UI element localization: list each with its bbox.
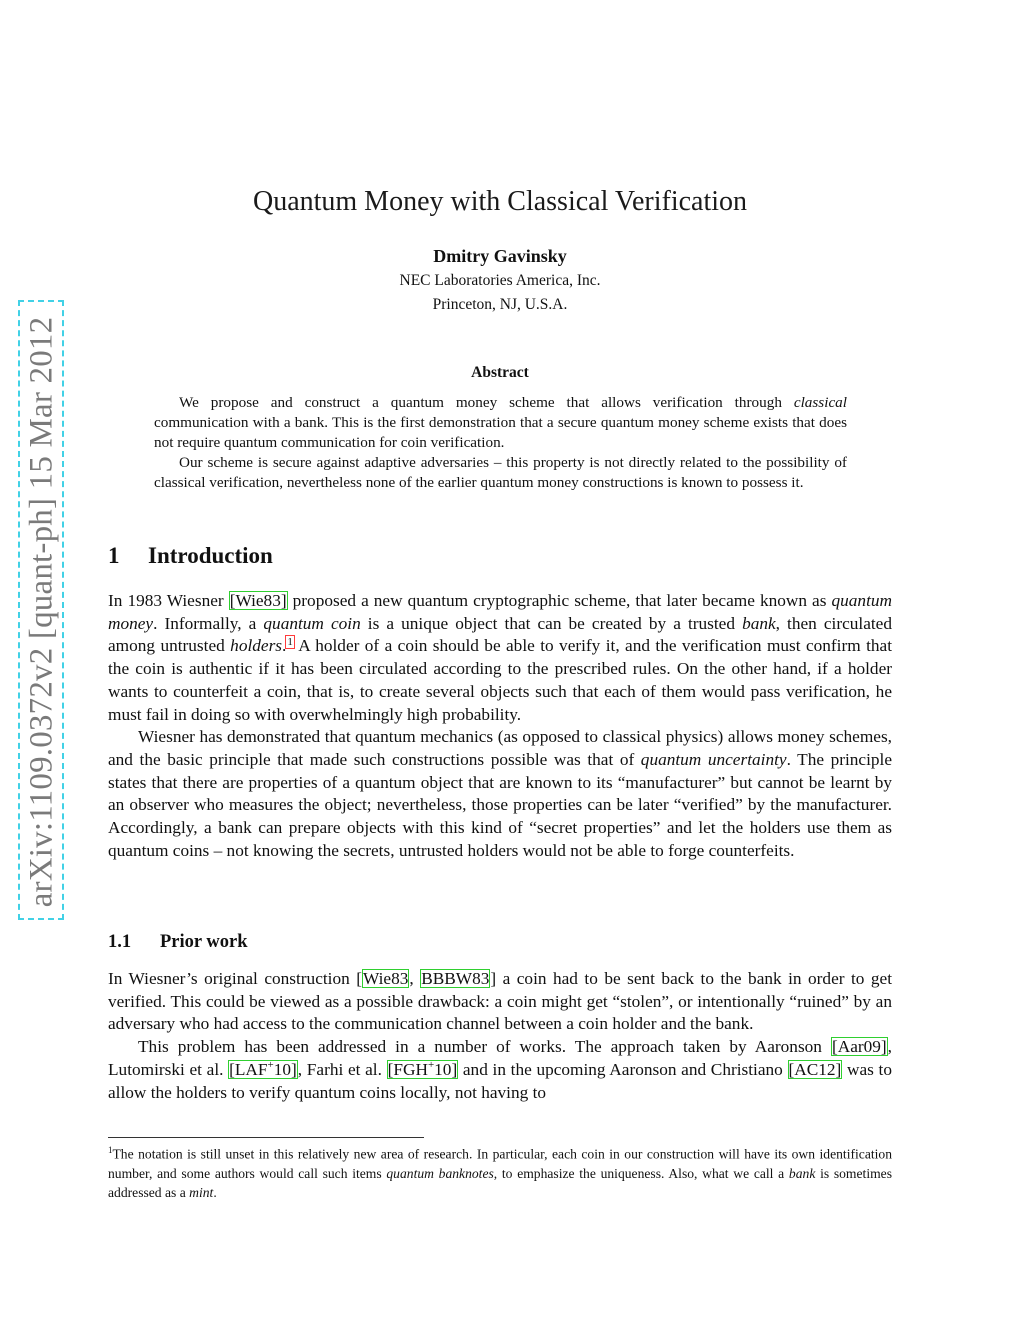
citation-link-ac12[interactable]: [AC12] [788, 1059, 842, 1079]
emphasis: quantum banknotes [386, 1165, 494, 1181]
text: . Informally, a [153, 613, 264, 633]
text: In 1983 Wiesner [108, 591, 229, 610]
citation-link-laf10[interactable] [228, 1060, 298, 1079]
citation-text: [FGH [387, 1059, 428, 1079]
footnote-rule [108, 1137, 424, 1138]
text: , Farhi et al. [297, 1059, 387, 1079]
emphasis: mint [189, 1184, 214, 1200]
abstract-paragraph [154, 393, 847, 453]
emphasis: bank [788, 1165, 816, 1181]
emphasis: classical [793, 394, 847, 411]
citation-link-wie83[interactable]: [Wie83] [229, 591, 287, 610]
emphasis: quantum money [108, 591, 892, 633]
footnote-mark: 1 [108, 1145, 113, 1155]
citation-text: 10] [273, 1059, 297, 1079]
section-number: 1 [108, 543, 120, 568]
affiliation-line-2: Princeton, NJ, U.S.A. [432, 296, 568, 313]
citation-link-wie83[interactable]: Wie83 [363, 969, 409, 988]
emphasis: quantum uncertainty [640, 749, 787, 769]
citation-text: 10] [434, 1059, 458, 1079]
arxiv-stamp-text[interactable]: arXiv:1109.0372v2 [quant-ph] 15 Mar 2012 [23, 316, 60, 908]
subsection-heading-prior-work [108, 932, 248, 953]
abstract-paragraph [154, 453, 847, 493]
footnote-1 [108, 1141, 892, 1202]
footnote-link-1[interactable]: 1 [287, 635, 293, 648]
text: This problem has been addressed in a number of works. The approach taken by Aaronson [138, 1037, 831, 1057]
text: . [213, 1184, 217, 1200]
abstract-heading: Abstract [471, 364, 529, 381]
text: , to emphasize the uniqueness. Also, what we call a [493, 1165, 789, 1181]
emphasis: quantum coin [263, 613, 361, 633]
affiliation-line-1: NEC Laboratories America, Inc. [399, 272, 601, 289]
text: proposed a new quantum cryptographic scheme, that later became known as [287, 591, 832, 610]
emphasis: holders [230, 636, 283, 656]
text: communication with a bank. This is the first demonstration that a secure quantum money scheme exists that does not require quantum communication for coin verification. [154, 414, 847, 451]
citation-link-aar09[interactable]: [Aar09] [831, 1037, 887, 1057]
text: a coin had to be sent back to the bank in order to get verified. This could be viewed as a possible drawback: a coin might get “stolen”, or intentionally “ruined” by an adversary who had access to the communication channel between a coin holder and the bank. [108, 969, 893, 1034]
bracket: ] [490, 969, 497, 988]
abstract-body [154, 393, 847, 493]
bracket: [ [356, 969, 362, 988]
separator: , [409, 969, 421, 988]
text: We propose and construct a quantum money scheme that allows verification through [179, 394, 794, 411]
text: In Wiesner’s original construction [108, 969, 357, 988]
citation-link-fgh10[interactable] [387, 1060, 459, 1079]
introduction-body [108, 590, 892, 862]
citation-superscript: + [267, 1059, 274, 1072]
body-paragraph [108, 1036, 892, 1104]
subsection-title: Prior work [160, 932, 248, 952]
text: is sometimes addressed as a [108, 1165, 892, 1200]
text: A holder of a coin should be able to verify it, and the verification must confirm that the coin is authentic if it has been circulated according to the prescribed rules. On the other hand, if a holder wants to counterfeit a coin, that is, to create several objects such that each of them would pass verification, he must fail in doing so with overwhelmingly high probability. [108, 636, 893, 724]
citation-link-bbbw83[interactable]: BBBW83 [421, 969, 490, 988]
subsection-number: 1.1 [108, 932, 132, 952]
prior-work-body [108, 968, 892, 1104]
text: , then circulated among untrusted [108, 613, 892, 656]
paper-title: Quantum Money with Classical Verification [252, 186, 748, 217]
section-title: Introduction [148, 543, 273, 568]
text: is a unique object that can be created by a trusted [360, 613, 743, 633]
body-paragraph: In 1983 Wiesner [Wie83] proposed a new quantum cryptographic scheme, that later became known as quantum money. Informally, a quantum coin is a unique object that can be created by a trusted bank, then circulated among untrusted holders.$^1$ A holder of a coin should be able to verify it, and the verification must confirm that the coin is authentic if it has been circulated according to the prescribed rules. On the other hand, if a holder wants to counterfeit a coin, that is, to create several objects such that each of them would pass verification, he must fail in doing so with overwhelmingly high probability. [108, 591, 893, 724]
text: Our scheme is secure against adaptive adversaries – this property is not directly related to the possibility of classical verification, nevertheless none of the earlier quantum money constructions is known to possess it. [154, 454, 847, 491]
section-heading-introduction [108, 543, 273, 569]
text: and in the upcoming Aaronson and Christiano [458, 1059, 788, 1079]
text: was to allow the holders to verify quantum coins locally, not having to [108, 1059, 892, 1102]
body-paragraph [108, 968, 892, 1036]
text: . The principle states that there are properties of a quantum object that are known to its “manufacturer” but cannot be learnt by an observer who measures the object; nevertheless, those properties can be later “verified” by the manufacturer. Accordingly, a bank can prepare objects with this kind of “secret properties” and let the holders use them as quantum coins – not knowing the secrets, untrusted holders would not be able to forge counterfeits. [108, 749, 892, 860]
citation-text: [LAF [229, 1059, 268, 1079]
citation-superscript: + [427, 1059, 435, 1072]
emphasis: bank [742, 613, 776, 633]
text: The notation is still unset in this relatively new area of research. In particular, each coin in our construction will have its own identification number, and some authors would call such items [108, 1146, 892, 1181]
body-paragraph [108, 726, 892, 862]
text: Wiesner has demonstrated that quantum mechanics (as opposed to classical physics) allows money schemes, and the basic principle that made such constructions possible was that of [108, 727, 892, 769]
text: , Lutomirski et al. [108, 1037, 892, 1079]
author-name: Dmitry Gavinsky [433, 246, 567, 266]
